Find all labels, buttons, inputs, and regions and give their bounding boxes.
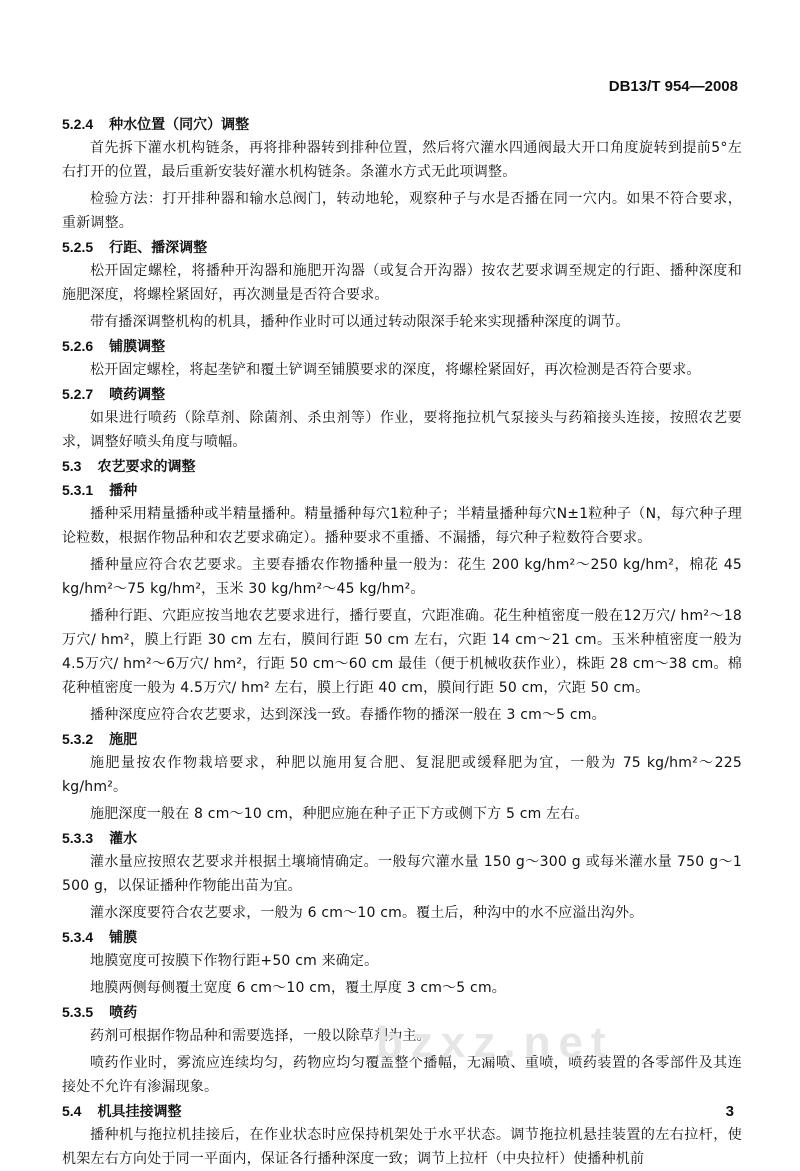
section (62, 112, 742, 235)
section-number: 5.3.2 (62, 731, 94, 747)
section (62, 478, 742, 727)
section-number: 5.2.4 (62, 116, 94, 132)
section-number: 5.3.3 (62, 830, 94, 846)
document-body (62, 112, 742, 1171)
section (62, 727, 742, 826)
section-number: 5.3.4 (62, 929, 94, 945)
paragraph: 播种采用精量播种或半精量播种。精量播种每穴1粒种子；半精量播种每穴N±1粒种子（N，每穴种子理论粒数，根据作物品种和农艺要求确定）。播种要求不重播、不漏播，每穴种子粒数符合要求。 (62, 506, 742, 546)
section-heading (62, 454, 742, 478)
paragraph: 喷药作业时，雾流应连续均匀，药物应均匀覆盖整个播幅，无漏喷、重喷，喷药装置的各零部件及其连接处不允许有渗漏现象。 (62, 1055, 742, 1095)
section-title: 喷药 (109, 1005, 138, 1021)
section-heading (62, 925, 742, 949)
section-number: 5.3 (62, 458, 82, 474)
section-title: 行距、播深调整 (109, 240, 208, 256)
paragraph: 灌水量应按照农艺要求并根据土壤墒情确定。一般每穴灌水量 150 g～300 g 或每米灌水量 750 g～1 500 g，以保证播种作物能出苗为宜。 (62, 854, 742, 894)
section-title: 播种 (109, 483, 138, 499)
section-number: 5.2.5 (62, 239, 94, 255)
paragraph: 播种行距、穴距应按当地农艺要求进行，播行要直，穴距准确。花生种植密度一般在12万穴/ hm²～18万穴/ hm²，膜上行距 30 cm 左右，膜间行距 50 cm 左右，穴距 14 cm～21 cm。玉米种植密度一般为 4.5万穴/ hm²～6万穴/ hm²，行距 50 cm～60 cm 最佳（便于机械收获作业），株距 28 cm～38 cm。棉花种植密度一般为 4.5万穴/ hm² 左右，膜上行距 40 cm，膜间行距 50 cm，穴距 50 cm。 (62, 608, 742, 696)
section-heading (62, 112, 742, 136)
section-number: 5.4 (62, 1103, 82, 1119)
standard-code: DB13/T 954—2008 (608, 78, 738, 95)
section-heading (62, 235, 742, 259)
section-title: 喷药调整 (109, 387, 166, 403)
page-number: 3 (725, 1103, 734, 1120)
paragraph: 施肥量按农作物栽培要求，种肥以施用复合肥、复混肥或缓释肥为宜，一般为 75 kg/hm²～225 kg/hm²。 (62, 755, 742, 795)
section-heading (62, 826, 742, 850)
section-title: 农艺要求的调整 (97, 459, 196, 475)
section (62, 925, 742, 1000)
section (62, 382, 742, 454)
section-number: 5.3.1 (62, 482, 94, 498)
paragraph: 首先拆下灌水机构链条，再将排种器转到排种位置，然后将穴灌水四通阀最大开口角度旋转到提前5°左右打开的位置，最后重新安装好灌水机构链条。条灌水方式无此项调整。 (62, 140, 742, 180)
section-heading (62, 334, 742, 358)
section (62, 334, 742, 382)
paragraph: 施肥深度一般在 8 cm～10 cm，种肥应施在种子正下方或侧下方 5 cm 左右。 (90, 806, 589, 822)
paragraph: 如果进行喷药（除草剂、除菌剂、杀虫剂等）作业，要将拖拉机气泵接头与药箱接头连接，按照农艺要求，调整好喷头角度与喷幅。 (62, 410, 742, 450)
paragraph: 灌水深度要符合农艺要求，一般为 6 cm～10 cm。覆土后，种沟中的水不应溢出沟外。 (90, 905, 644, 921)
paragraph: 药剂可根据作物品种和需要选择，一般以除草剂为主。 (90, 1028, 431, 1044)
section (62, 454, 742, 478)
section (62, 826, 742, 925)
section-heading (62, 1099, 742, 1123)
section (62, 1099, 742, 1171)
section-title: 铺膜调整 (109, 339, 166, 355)
section-title: 灌水 (109, 831, 138, 847)
paragraph: 播种机与拖拉机挂接后，在作业状态时应保持机架处于水平状态。调节拖拉机悬挂装置的左右拉杆，使机架左右方向处于同一平面内，保证各行播种深度一致；调节上拉杆（中央拉杆）使播种机前 (62, 1127, 742, 1167)
section-title: 种水位置（同穴）调整 (109, 117, 250, 133)
section-number: 5.2.6 (62, 338, 94, 354)
paragraph: 播种量应符合农艺要求。主要春播农作物播种量一般为：花生 200 kg/hm²～250 kg/hm²，棉花 45 kg/hm²～75 kg/hm²，玉米 30 kg/hm²～45 kg/hm²。 (62, 557, 742, 597)
section-heading (62, 382, 742, 406)
section-title: 施肥 (109, 732, 138, 748)
section-number: 5.3.5 (62, 1004, 94, 1020)
paragraph: 地膜宽度可按膜下作物行距+50 cm 来确定。 (90, 953, 379, 969)
paragraph: 地膜两侧每侧覆土宽度 6 cm～10 cm，覆土厚度 3 cm～5 cm。 (90, 980, 506, 996)
section-heading (62, 727, 742, 751)
section-heading (62, 478, 742, 502)
paragraph: 播种深度应符合农艺要求，达到深浅一致。春播作物的播深一般在 3 cm～5 cm。 (90, 707, 606, 723)
paragraph: 带有播深调整机构的机具，播种作业时可以通过转动限深手轮来实现播种深度的调节。 (90, 314, 630, 330)
section (62, 235, 742, 334)
paragraph: 检验方法：打开排种器和输水总阀门，转动地轮，观察种子与水是否播在同一穴内。如果不符合要求，重新调整。 (62, 191, 742, 231)
section-title: 铺膜 (109, 930, 138, 946)
watermark: bzxz.net (376, 1018, 614, 1067)
paragraph: 松开固定螺栓，将起垄铲和覆土铲调至铺膜要求的深度，将螺栓紧固好，再次检测是否符合要求。 (90, 362, 701, 378)
paragraph: 松开固定螺栓，将播种开沟器和施肥开沟器（或复合开沟器）按农艺要求调至规定的行距、播种深度和施肥深度，将螺栓紧固好，再次测量是否符合要求。 (62, 263, 742, 303)
section-number: 5.2.7 (62, 386, 94, 402)
section-title: 机具挂接调整 (97, 1104, 182, 1120)
